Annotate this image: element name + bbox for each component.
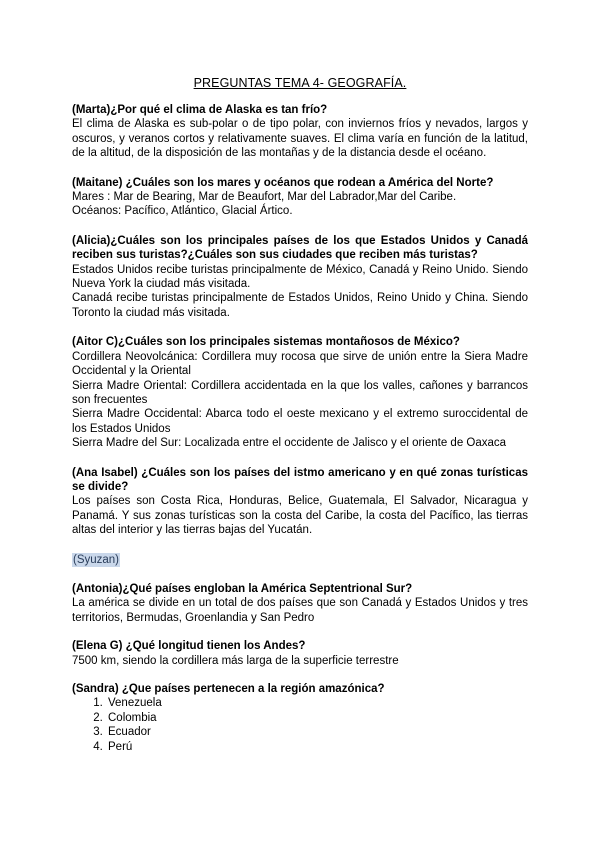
answer: Sierra Madre del Sur: Localizada entre el occidente de Jalisco y el oriente de Oaxaca xyxy=(72,437,507,450)
answer: Estados Unidos recibe turistas principalmente de México, Canadá y Reino Unido. Siendo Nueva York la ciudad más visitada. xyxy=(72,263,528,291)
question: (Ana Isabel) ¿Cuáles son los países del istmo americano y en qué zonas turísticas se divide? xyxy=(72,466,528,493)
list-item: 1. Venezuela xyxy=(106,696,528,710)
qa-section xyxy=(72,682,528,754)
answer: Mares : Mar de Bearing, Mar de Beaufort, Mar del Labrador,Mar del Caribe. xyxy=(72,191,457,204)
question: (Alicia)¿Cuáles son los principales países de los que Estados Unidos y Canadá reciben sus turistas?¿Cuáles son sus ciudades que reciben más turistas? xyxy=(72,234,528,262)
question: (Elena G) ¿Qué longitud tienen los Andes? xyxy=(72,640,306,653)
question: (Aitor C)¿Cuáles son los principales sistemas montañosos de México? xyxy=(72,336,460,349)
highlighted-section xyxy=(72,553,528,567)
answer: Océanos: Pacífico, Atlántico, Glacial Ártico. xyxy=(72,205,293,218)
question: (Maitane) ¿Cuáles son los mares y océanos que rodean a América del Norte? xyxy=(72,176,494,189)
document-title: PREGUNTAS TEMA 4- GEOGRAFÍA. xyxy=(193,76,407,90)
list-item: 4. Perú xyxy=(106,740,528,754)
answer: Los países son Costa Rica, Honduras, Belice, Guatemala, El Salvador, Nicaragua y Panamá. Y sus zonas turísticas son la costa del Caribe, la costa del Pacífico, las tierras altas del interior y las tierras bajas del Yucatán. xyxy=(72,495,528,537)
document-page xyxy=(72,0,528,754)
question: (Sandra) ¿Que países pertenecen a la región amazónica? xyxy=(72,683,385,695)
qa-section xyxy=(72,234,528,320)
qa-section xyxy=(72,582,528,625)
list-item: 2. Colombia xyxy=(106,711,528,725)
answer: 7500 km, siendo la cordillera más larga de la superficie terrestre xyxy=(72,654,399,667)
answer: Cordillera Neovolcánica: Cordillera muy rocosa que sirve de unión entre la Siera Madre Occidental y la Oriental xyxy=(72,350,528,378)
qa-section xyxy=(72,103,528,161)
qa-section xyxy=(72,176,528,219)
answer: Canadá recibe turistas principalmente de Estados Unidos, Reino Unido y China. Siendo Toronto la ciudad más visitada. xyxy=(72,292,528,319)
country-list xyxy=(72,696,528,754)
list-item: 3. Ecuador xyxy=(106,725,528,739)
answer: El clima de Alaska es sub-polar o de tipo polar, con inviernos fríos y nevados, largos y oscuros, y veranos cortos y relativamente suaves. El clima varía en función de la latitud, de la altitud, de la disposición de las montañas y de la distancia desde el océano. xyxy=(72,118,528,160)
qa-section xyxy=(72,466,528,538)
question: (Marta)¿Por qué el clima de Alaska es tan frío? xyxy=(72,104,328,116)
question: (Antonia)¿Qué países engloban la América Septentrional Sur? xyxy=(72,582,413,595)
qa-section xyxy=(72,335,528,450)
answer: La américa se divide en un total de dos países que son Canadá y Estados Unidos y tres territorios, Bermudas, Groenlandia y San Pedro xyxy=(72,597,528,624)
answer: Sierra Madre Oriental: Cordillera accidentada en la que los valles, cañones y barrancos son frecuentes xyxy=(72,379,528,406)
highlighted-name: (Syuzan) xyxy=(73,553,120,566)
answer: Sierra Madre Occidental: Abarca todo el oeste mexicano y el extremo suroccidental de los Estados Unidos xyxy=(72,408,528,435)
qa-section xyxy=(72,639,528,668)
